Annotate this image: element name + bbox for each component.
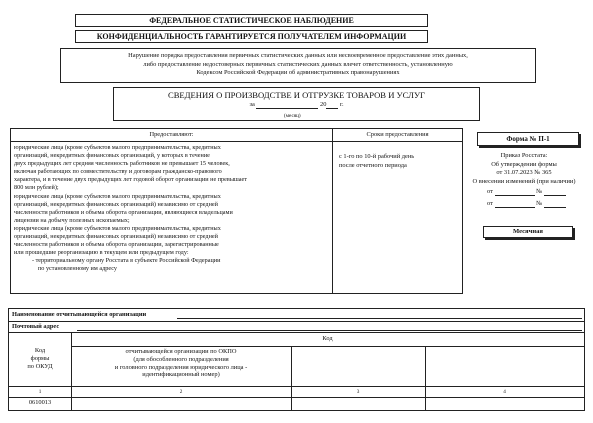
provide-line: двух предыдущих лет средняя численность работников не превышает 15 человек, xyxy=(14,160,230,168)
provide-line: юридические лица (кроме субъектов малого предпринимательства, кредитных xyxy=(14,192,221,200)
org-address-field[interactable] xyxy=(77,330,582,331)
periodicity-box xyxy=(483,226,573,238)
provide-line: организаций, некредитных финансовых организаций, у которых в течение xyxy=(14,152,210,160)
provide-text xyxy=(14,144,330,274)
confidential-notice: КОНФИДЕНЦИАЛЬНОСТЬ ГАРАНТИРУЕТСЯ ПОЛУЧАТЕЛЕМ ИНФОРМАЦИИ xyxy=(96,32,407,41)
provide-line: включая работающих по совместительству и договорам гражданско-правового xyxy=(14,168,222,176)
order-date-field[interactable] xyxy=(495,195,535,196)
provide-line: характера, и в течение двух предыдущих лет годовой оборот организации не превышает xyxy=(14,176,247,184)
provide-line: численности работников и объема оборота организации, являющиеся владельцами xyxy=(14,208,233,216)
period-prefix: за xyxy=(249,101,255,108)
deadline-line: после отчетного периода xyxy=(339,162,407,169)
year-suffix: г. xyxy=(340,101,344,108)
provide-line: юридические лица (кроме субъектов малого предпринимательства, кредитных xyxy=(14,224,221,232)
okpo-header-line: идентификационный номер) xyxy=(142,371,220,379)
provide-table xyxy=(10,128,463,294)
provide-line: 800 млн рублей); xyxy=(14,184,59,192)
okpo-header-line: отчитывающейся организации по ОКПО xyxy=(125,348,237,355)
deadline-line: с 1-го по 10-й рабочий день xyxy=(339,153,415,160)
order-number-field[interactable] xyxy=(544,207,566,208)
deadline-text xyxy=(339,152,459,170)
order-date-field[interactable] xyxy=(495,207,535,208)
okud-code-value: 0610013 xyxy=(28,399,52,406)
period-caption: (месяц) xyxy=(284,113,301,119)
okpo-header xyxy=(71,348,291,379)
form-number: Форма № П-1 xyxy=(506,135,550,143)
recipient-line: по установленному им адресу xyxy=(38,265,117,273)
code-field-4[interactable] xyxy=(426,398,583,410)
report-period-line xyxy=(114,101,479,109)
code-header-divider xyxy=(71,346,584,347)
okpo-code-field[interactable] xyxy=(72,398,290,410)
provide-line: организаций, некредитных финансовых организаций) независимо от средней xyxy=(14,233,218,241)
order-details xyxy=(458,152,590,186)
provide-line: или прошедшие реорганизацию в текущем или предыдущем году: xyxy=(14,249,189,257)
num-label: № xyxy=(536,200,543,207)
col-header-provide: Предоставляют: xyxy=(149,131,194,138)
provide-line: численности работников и объема оборота организации, зарегистрированные xyxy=(14,241,219,249)
num-label: № xyxy=(536,188,543,195)
org-row-divider-1 xyxy=(9,321,584,322)
confidential-box xyxy=(75,30,428,43)
ot-label: от xyxy=(487,200,493,207)
form-number-box xyxy=(477,132,579,146)
org-address-label: Почтовый адрес xyxy=(12,323,60,330)
warning-line: Кодексом Российской Федерации об административных правонарушениях xyxy=(196,69,400,77)
col-number-1: 1 xyxy=(38,389,42,395)
year-field[interactable] xyxy=(326,108,338,109)
org-name-field[interactable] xyxy=(177,318,582,319)
warning-line: Нарушение порядка предоставления первичных статистических данных или несвоевременное предоставление этих данных, xyxy=(128,52,468,59)
order-field-row-2 xyxy=(487,200,587,208)
provide-line: организаций, некредитных финансовых организаций) независимо от средней xyxy=(14,200,218,208)
col-number-4: 4 xyxy=(503,389,506,395)
code-field-3[interactable] xyxy=(292,398,424,410)
org-row-divider-2 xyxy=(9,332,584,333)
col-number-2: 2 xyxy=(179,389,183,395)
order-line: от 31.07.2023 № 365 xyxy=(496,169,552,177)
table-column-divider xyxy=(332,129,333,293)
provide-line: юридические лица (кроме субъектов малого предпринимательства, кредитных xyxy=(14,144,221,151)
okpo-header-line: (для обособленного подразделения xyxy=(133,355,229,363)
recipient-line: - территориальному органу Росстата в субъекте Российской Федерации xyxy=(32,257,221,265)
code-numbers-divider xyxy=(9,386,584,387)
okud-header xyxy=(9,347,71,371)
okud-header-line: формы xyxy=(30,355,50,362)
year-prefix: 20 xyxy=(320,101,327,108)
warning-box xyxy=(60,48,536,83)
okpo-header-line: и головного подразделения юридического лица - xyxy=(114,363,248,371)
warning-line: либо предоставление недостоверных первичных статистических данных влечет ответственность, установленную xyxy=(143,60,453,68)
org-block xyxy=(8,308,585,411)
survey-title: ФЕДЕРАЛЬНОЕ СТАТИСТИЧЕСКОЕ НАБЛЮДЕНИЕ xyxy=(149,16,354,25)
okud-header-line: Код xyxy=(34,347,46,354)
order-line: О внесении изменений (при наличии) xyxy=(472,177,576,185)
code-header: Код xyxy=(322,335,333,342)
table-header-divider xyxy=(11,141,462,142)
periodicity: Месячная xyxy=(512,228,544,235)
okud-header-line: по ОКУД xyxy=(27,363,53,370)
org-name-label: Наименование отчитывающейся организации xyxy=(12,311,147,318)
ot-label: от xyxy=(487,188,493,195)
report-title: СВЕДЕНИЯ О ПРОИЗВОДСТВЕ И ОТГРУЗКЕ ТОВАРОВ И УСЛУГ xyxy=(167,90,426,100)
report-title-box xyxy=(113,87,480,121)
order-line: Приказ Росстата: xyxy=(500,152,548,159)
col-number-3: 3 xyxy=(356,389,360,395)
col-header-deadline: Сроки предоставления xyxy=(366,131,429,138)
order-number-field[interactable] xyxy=(544,195,566,196)
month-field[interactable] xyxy=(256,108,318,109)
provide-line: лицензии на добычу полезных ископаемых; xyxy=(14,216,130,224)
order-line: Об утверждении формы xyxy=(491,160,557,168)
order-field-row-1 xyxy=(487,188,587,196)
survey-title-box xyxy=(75,14,428,27)
